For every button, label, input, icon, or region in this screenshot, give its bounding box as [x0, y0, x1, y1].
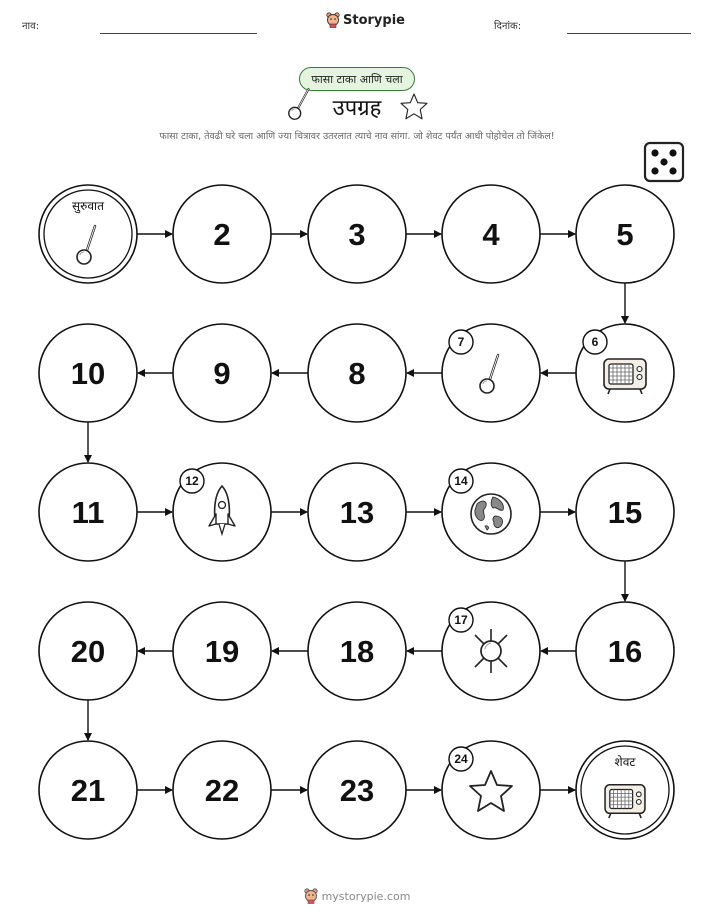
footer: [0, 888, 714, 904]
board-space-14[interactable]: [442, 463, 540, 561]
dice-pip: [669, 167, 676, 174]
board-space-2[interactable]: [173, 185, 271, 283]
board-space-9[interactable]: [173, 324, 271, 422]
space-number: 2: [213, 217, 231, 252]
date-label: दिनांक:: [494, 21, 522, 32]
space-number: 23: [339, 773, 375, 808]
star-icon: [401, 94, 427, 119]
space-number: 6: [591, 335, 599, 349]
board-space-8[interactable]: [308, 324, 406, 422]
board-space-10[interactable]: [39, 324, 137, 422]
brand-name: Storypie: [343, 12, 405, 28]
activity-badge: फासा टाका आणि चला: [299, 67, 415, 91]
space-number-badge: [449, 608, 473, 632]
end-label: शेवट: [614, 755, 636, 769]
space-number: 22: [204, 773, 240, 808]
board-space-7[interactable]: [442, 324, 540, 422]
board-space-3[interactable]: [308, 185, 406, 283]
space-number: 11: [71, 495, 105, 530]
space-number: 18: [339, 634, 375, 669]
space-number: 17: [454, 613, 468, 627]
board-space-12[interactable]: [173, 463, 271, 561]
space-number: 13: [339, 495, 375, 530]
board-space-11[interactable]: [39, 463, 137, 561]
space-number-badge: [449, 330, 473, 354]
board-space-20[interactable]: [39, 602, 137, 700]
dice-icon: [645, 143, 683, 181]
board-space-16[interactable]: [576, 602, 674, 700]
space-number: 9: [213, 356, 231, 391]
board-space-6[interactable]: [576, 324, 674, 422]
board-space-24[interactable]: [442, 741, 540, 839]
space-number-badge: [180, 469, 204, 493]
dice-pip: [651, 167, 658, 174]
spoon-icon: [288, 86, 309, 120]
space-number-badge: [449, 469, 473, 493]
footer-url[interactable]: mystorypie.com: [321, 889, 411, 903]
tv-icon: [605, 785, 645, 818]
dice-pip: [660, 158, 667, 165]
earth-icon: [471, 494, 511, 534]
dice-pip: [651, 149, 658, 156]
board-space-18[interactable]: [308, 602, 406, 700]
space-number: 19: [204, 634, 240, 669]
space-number: 14: [454, 474, 468, 488]
board-spaces: [39, 185, 674, 839]
board-space-13[interactable]: [308, 463, 406, 561]
space-number-badge: [449, 747, 473, 771]
space-number: 3: [348, 217, 366, 252]
tv-icon: [604, 359, 646, 394]
page-title: उपग्रह: [332, 96, 382, 121]
board-space-17[interactable]: [442, 602, 540, 700]
space-number: 20: [70, 634, 106, 669]
space-number: 10: [70, 356, 106, 391]
board-space-5[interactable]: [576, 185, 674, 283]
end-space[interactable]: [576, 741, 674, 839]
board-space-23[interactable]: [308, 741, 406, 839]
board-space-15[interactable]: [576, 463, 674, 561]
board-space-21[interactable]: [39, 741, 137, 839]
space-number: 21: [70, 773, 106, 808]
space-number-badge: [583, 330, 607, 354]
board-space-4[interactable]: [442, 185, 540, 283]
space-number: 24: [454, 752, 468, 766]
space-number: 15: [607, 495, 643, 530]
board-space-22[interactable]: [173, 741, 271, 839]
space-number: 5: [616, 217, 634, 252]
dice-pip: [669, 149, 676, 156]
board-space-19[interactable]: [173, 602, 271, 700]
space-number: 4: [482, 217, 500, 252]
name-label: नाव:: [22, 21, 40, 32]
start-label: सुरुवात: [72, 199, 104, 213]
start-space[interactable]: [39, 185, 137, 283]
space-number: 8: [348, 356, 366, 391]
space-number: 7: [457, 335, 465, 349]
space-number: 12: [185, 474, 199, 488]
instructions: फासा टाका, तेवढी घरे चला आणि ज्या चित्रावर उतरलात त्याचे नाव सांगा. जो शेवट पर्यंत आधी पोहोचेल तो जिंकेल!: [159, 131, 555, 142]
bear-icon: [304, 888, 318, 904]
space-number: 16: [607, 634, 643, 669]
